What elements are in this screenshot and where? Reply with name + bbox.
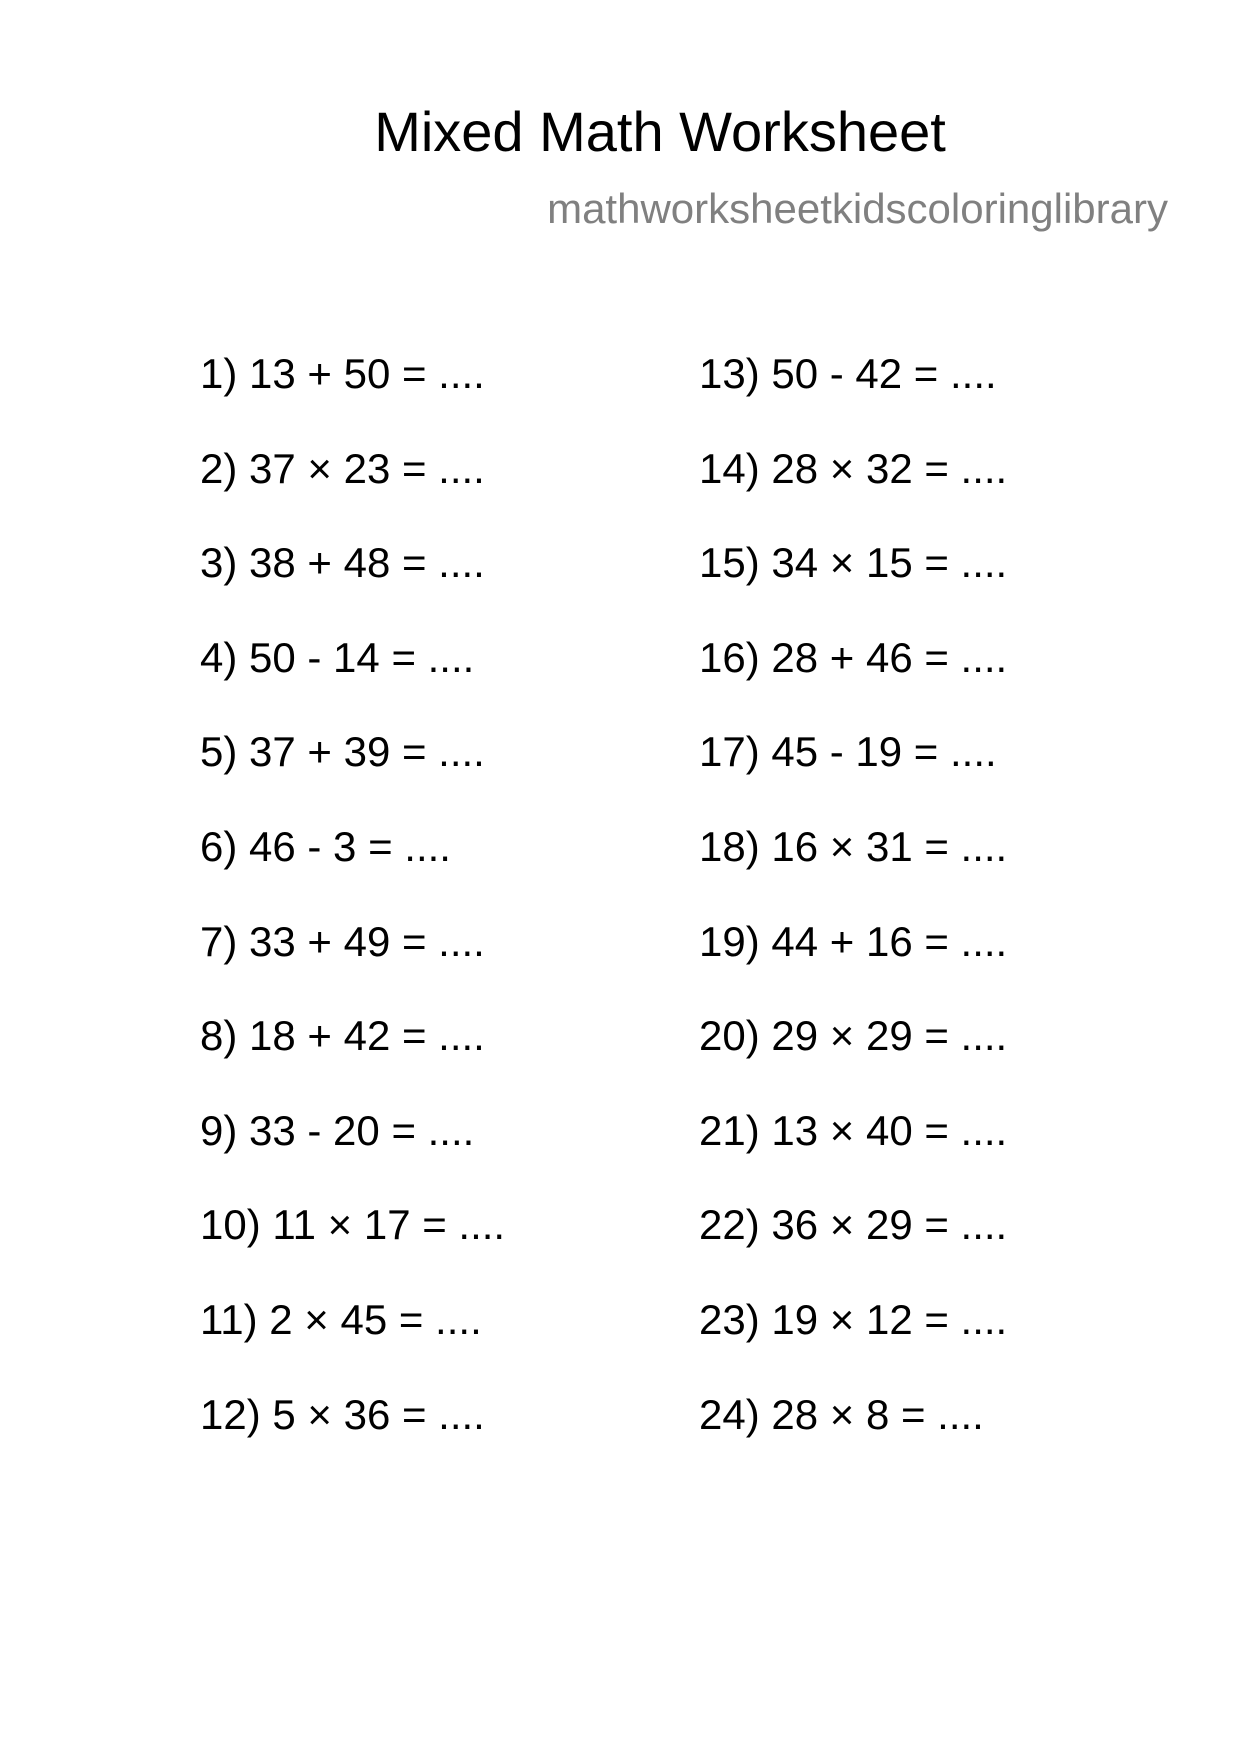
problem-20: 20) 29 × 29 = .... bbox=[699, 1012, 1008, 1060]
problem-3: 3) 38 + 48 = .... bbox=[200, 539, 485, 587]
problem-21: 21) 13 × 40 = .... bbox=[699, 1106, 1008, 1154]
problem-19: 19) 44 + 16 = .... bbox=[699, 917, 1008, 965]
problem-6: 6) 46 - 3 = .... bbox=[200, 822, 451, 870]
problem-15: 15) 34 × 15 = .... bbox=[699, 539, 1008, 587]
watermark-text: mathworksheetkidscoloringlibrary bbox=[547, 185, 1168, 232]
worksheet-title: Mixed Math Worksheet bbox=[374, 100, 946, 163]
problem-18: 18) 16 × 31 = .... bbox=[699, 822, 1008, 870]
problem-10: 10) 11 × 17 = .... bbox=[200, 1201, 506, 1249]
problem-22: 22) 36 × 29 = .... bbox=[699, 1201, 1008, 1249]
problem-8: 8) 18 + 42 = .... bbox=[200, 1012, 485, 1060]
problem-17: 17) 45 - 19 = .... bbox=[699, 728, 997, 776]
problem-13: 13) 50 - 42 = .... bbox=[699, 350, 997, 397]
problem-23: 23) 19 × 12 = .... bbox=[699, 1295, 1008, 1343]
problem-5: 5) 37 + 39 = .... bbox=[200, 728, 485, 776]
problem-9: 9) 33 - 20 = .... bbox=[200, 1106, 475, 1154]
problems-right-column bbox=[699, 350, 1007, 1485]
problems-left-column bbox=[200, 350, 505, 1485]
problem-11: 11) 2 × 45 = .... bbox=[200, 1295, 482, 1343]
problem-12: 12) 5 × 36 = .... bbox=[200, 1390, 485, 1438]
problem-14: 14) 28 × 32 = .... bbox=[699, 444, 1008, 492]
problem-4: 4) 50 - 14 = .... bbox=[200, 633, 475, 681]
problem-7: 7) 33 + 49 = .... bbox=[200, 917, 485, 965]
problem-1: 1) 13 + 50 = .... bbox=[200, 350, 485, 397]
problem-2: 2) 37 × 23 = .... bbox=[200, 444, 485, 492]
problem-24: 24) 28 × 8 = .... bbox=[699, 1390, 984, 1438]
problem-16: 16) 28 + 46 = .... bbox=[699, 633, 1008, 681]
